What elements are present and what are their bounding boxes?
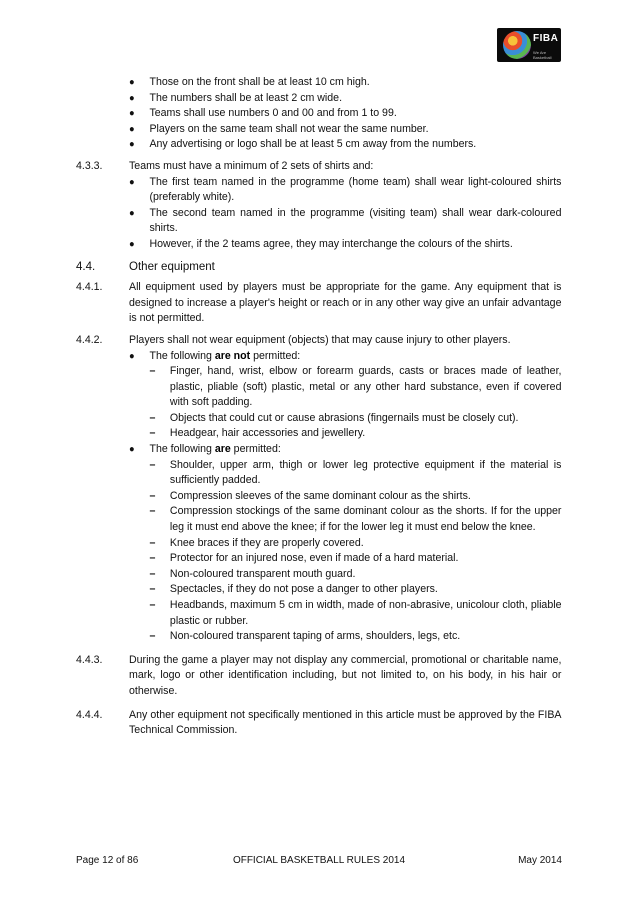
bullet-icon: ● [129,176,135,188]
sub-list-item: – Headbands, maximum 5 cm in width, made of non-abrasive, unicolour cloth, pliable plastic or rubber. [149,598,561,629]
dash-icon: – [149,599,156,611]
section-text: During the game a player may not display any commercial, promotional or charitable name, mark, logo or other identification including, but not limited to, on his body, in his hair or otherwise. [129,653,562,697]
sub-list-item: – Non-coloured transparent mouth guard. [149,567,561,583]
emphasis-text: are not [214,349,251,362]
sub-list-item: – Compression stockings of the same dominant colour as the shorts. If for the upper leg it must end above the knee; if for the lower leg it must end below the knee. [149,504,561,535]
section-number: 4.4. [76,258,96,273]
sub-list-item: – Protector for an injured nose, even if made of a hard material. [149,551,561,567]
list-item: ● However, if the 2 teams agree, they may interchange the colours of the shirts. [129,237,561,253]
bullet-icon: ● [129,350,135,362]
document-title: OFFICIAL BASKETBALL RULES 2014 [232,855,406,866]
section-4-4-3 [76,653,561,700]
basketball-icon [503,31,531,59]
bullet-icon: ● [129,77,135,88]
section-number: 4.3.3. [76,159,103,172]
section-4-4-1 [76,280,561,327]
bullet-icon: ● [129,238,135,250]
section-text: Players shall not wear equipment (objects) that may cause injury to other players. [129,333,511,346]
dash-icon: – [149,630,156,643]
section-number: 4.4.3. [76,653,103,666]
section-text: Any other equipment not specifically mentioned in this article must be approved by the FIBA Technical Commission. [129,708,562,737]
section-number: 4.4.4. [76,708,103,721]
sub-list-item: – Spectacles, if they do not pose a danger to other players. [149,582,561,598]
logo-tagline: We Are Basketball [533,50,552,60]
sub-list-item: – Headgear, hair accessories and jewellery. [149,426,561,442]
section-text: All equipment used by players must be appropriate for the game. Any equipment that is designed to increase a player's height or reach or in any other way give an unfair advantage is not permitted. [129,281,562,325]
bullet-icon: ● [129,207,135,219]
sub-list-item: – Objects that could cut or cause abrasions (fingernails must be closely cut). [149,411,561,427]
bullet-icon: ● [129,123,135,135]
list-item: ● Players on the same team shall not wear the same number. [129,122,561,138]
rules-content [76,75,561,739]
sub-list-item: – Non-coloured transparent taping of arms, shoulders, legs, etc. [149,629,561,645]
list-item: ● The numbers shall be at least 2 cm wide. [129,91,561,107]
dash-icon: – [149,536,156,549]
bullet-icon: ● [129,444,135,456]
list-item: ● The first team named in the programme (home team) shall wear light-coloured shirts (preferably white). [129,175,561,206]
bullet-icon: ● [129,108,135,120]
dash-icon: – [149,427,156,440]
document-date: May 2014 [518,855,562,866]
section-number: 4.4.2. [76,333,103,346]
section-title: Other equipment [129,258,215,273]
dash-icon: – [149,505,156,518]
fiba-logo [497,28,561,62]
section-text: Teams must have a minimum of 2 sets of shirts and: [129,159,374,172]
dash-icon: – [149,489,156,502]
list-item: ● The following are permitted: [129,442,561,458]
dash-icon: – [149,365,156,378]
list-item: ● The following are not permitted: [129,349,561,365]
emphasis-text: are [214,443,231,456]
page-number: Page 12 of 86 [76,855,139,866]
dash-icon: – [149,567,156,580]
section-heading-4-4 [76,259,561,275]
bullet-icon: ● [129,92,135,104]
list-item: ● Teams shall use numbers 0 and 00 and from 1 to 99. [129,106,561,122]
dash-icon: – [149,583,156,596]
list-item: ● The second team named in the programme (visiting team) shall wear dark-coloured shirts. [129,206,561,237]
dash-icon: – [149,411,156,424]
list-item: ● Those on the front shall be at least 10 cm high. [129,75,561,91]
sub-list-item: – Finger, hand, wrist, elbow or forearm guards, casts or braces made of leather, plastic, pliable (soft) plastic, metal or any other hard substance, even if covered with soft padding. [149,364,561,411]
sub-list-item: – Compression sleeves of the same dominant colour as the shirts. [149,489,561,505]
dash-icon: – [149,458,156,471]
dash-icon: – [149,552,156,565]
bullet-icon: ● [129,139,135,151]
list-item: ● Any advertising or logo shall be at least 5 cm away from the numbers. [129,137,561,153]
section-4-4-2 [76,333,561,349]
section-4-4-4 [76,708,561,739]
sub-list-item: – Shoulder, upper arm, thigh or lower leg protective equipment if the material is sufficiently padded. [149,458,561,489]
section-4-3-3 [76,159,561,175]
section-number: 4.4.1. [76,281,103,294]
sub-list-item: – Knee braces if they are properly covered. [149,536,561,552]
logo-text: FIBA [533,33,559,44]
